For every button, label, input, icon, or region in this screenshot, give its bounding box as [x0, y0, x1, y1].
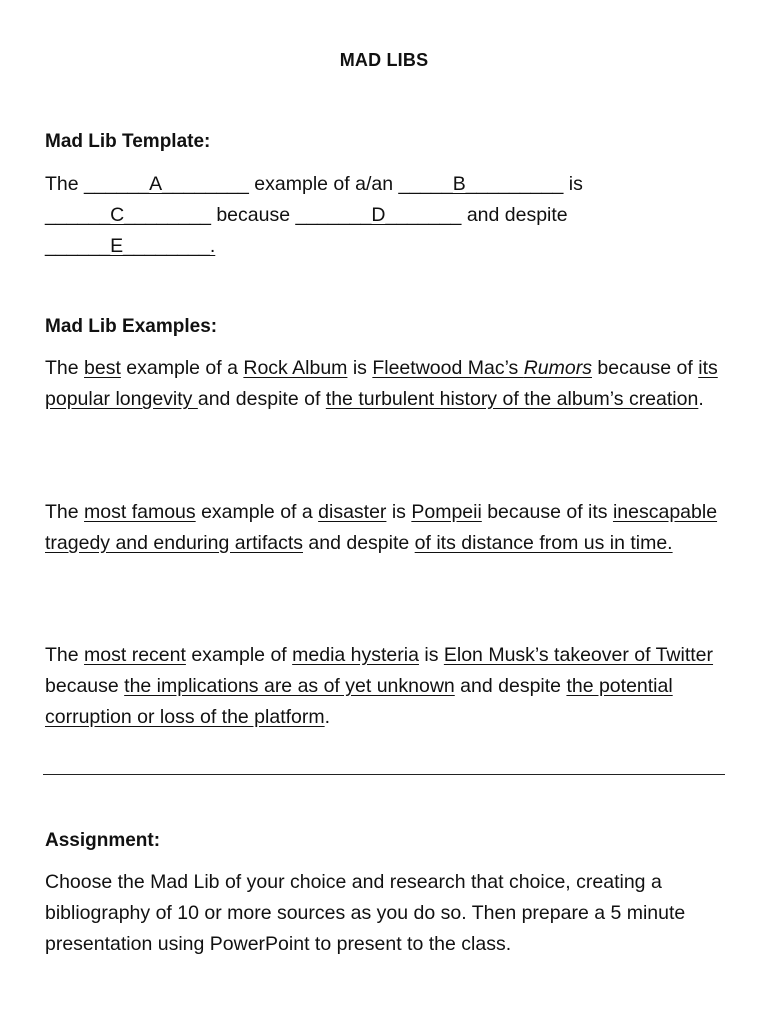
blank-answer-a: most recent — [84, 644, 186, 666]
blank-answer-c: Fleetwood Mac’s — [372, 357, 524, 379]
blank-c: ______C________ — [45, 204, 211, 226]
example-text: and despite — [454, 675, 567, 697]
example-text: example of — [185, 644, 293, 666]
example-text: because — [45, 675, 125, 697]
template-paragraph — [45, 169, 735, 262]
blank-d: _______D_______ — [295, 204, 462, 226]
examples-heading: Mad Lib Examples: — [45, 316, 218, 337]
blank-answer-a: most famous — [84, 501, 196, 523]
example-paragraph-1 — [45, 353, 735, 415]
assignment-heading: Assignment: — [45, 830, 161, 851]
template-text: is — [563, 173, 583, 195]
page-title: MAD LIBS — [339, 50, 429, 70]
blank-answer-a: best — [84, 357, 121, 379]
example-text: is — [386, 501, 412, 523]
assignment-text: Choose the Mad Lib of your choice and research that choice, creating a bibliography of 10 or more sources as you do so. Then prepare a 5 minute presentation using PowerPoint to present to the class. — [45, 871, 686, 955]
blank-b: _____B_________ — [398, 173, 564, 195]
example-paragraph-2 — [45, 497, 735, 559]
template-text: The — [45, 173, 85, 195]
blank-answer-d: its popular longevity — [45, 357, 718, 410]
blank-answer-c-italic: Rumors — [523, 357, 592, 379]
example-text: The — [45, 644, 85, 666]
blank-answer-c: Pompeii — [411, 501, 482, 523]
example-text: The — [45, 357, 85, 379]
example-text: is — [418, 644, 444, 666]
blank-answer-b: media hysteria — [292, 644, 419, 666]
template-line-2 — [45, 200, 735, 231]
blank-answer-d: inescapable tragedy and enduring artifacts — [45, 501, 718, 554]
template-text: example of a/an — [248, 173, 399, 195]
blank-answer-e: the potential corruption or loss of the platform — [45, 675, 673, 728]
horizontal-divider — [43, 774, 725, 775]
template-heading: Mad Lib Template: — [45, 131, 211, 152]
blank-answer-c: Elon Musk’s takeover of Twitter — [443, 644, 714, 666]
blank-a: ______A________ — [84, 173, 249, 195]
example-text: and despite of — [197, 388, 326, 410]
example-text: . — [698, 388, 704, 410]
example-paragraph-3 — [45, 640, 735, 733]
blank-answer-e: of its distance from us in time. — [414, 532, 673, 554]
template-line-3 — [45, 231, 735, 262]
example-text: and despite — [303, 532, 415, 554]
blank-answer-b: Rock Album — [243, 357, 348, 379]
template-text: and despite — [461, 204, 568, 226]
template-text: because — [210, 204, 296, 226]
blank-answer-d: the implications are as of yet unknown — [124, 675, 455, 697]
example-text: . — [324, 706, 331, 728]
blank-answer-e: the turbulent history of the album’s creation — [325, 388, 699, 410]
template-line-1 — [45, 169, 735, 200]
example-text: because of — [591, 357, 699, 379]
example-text: is — [347, 357, 373, 379]
example-text: example of a — [120, 357, 244, 379]
blank-e: ______E________. — [45, 235, 216, 257]
example-text: because of its — [481, 501, 613, 523]
blank-answer-b: disaster — [318, 501, 387, 523]
example-text: example of a — [195, 501, 319, 523]
example-text: The — [45, 501, 85, 523]
